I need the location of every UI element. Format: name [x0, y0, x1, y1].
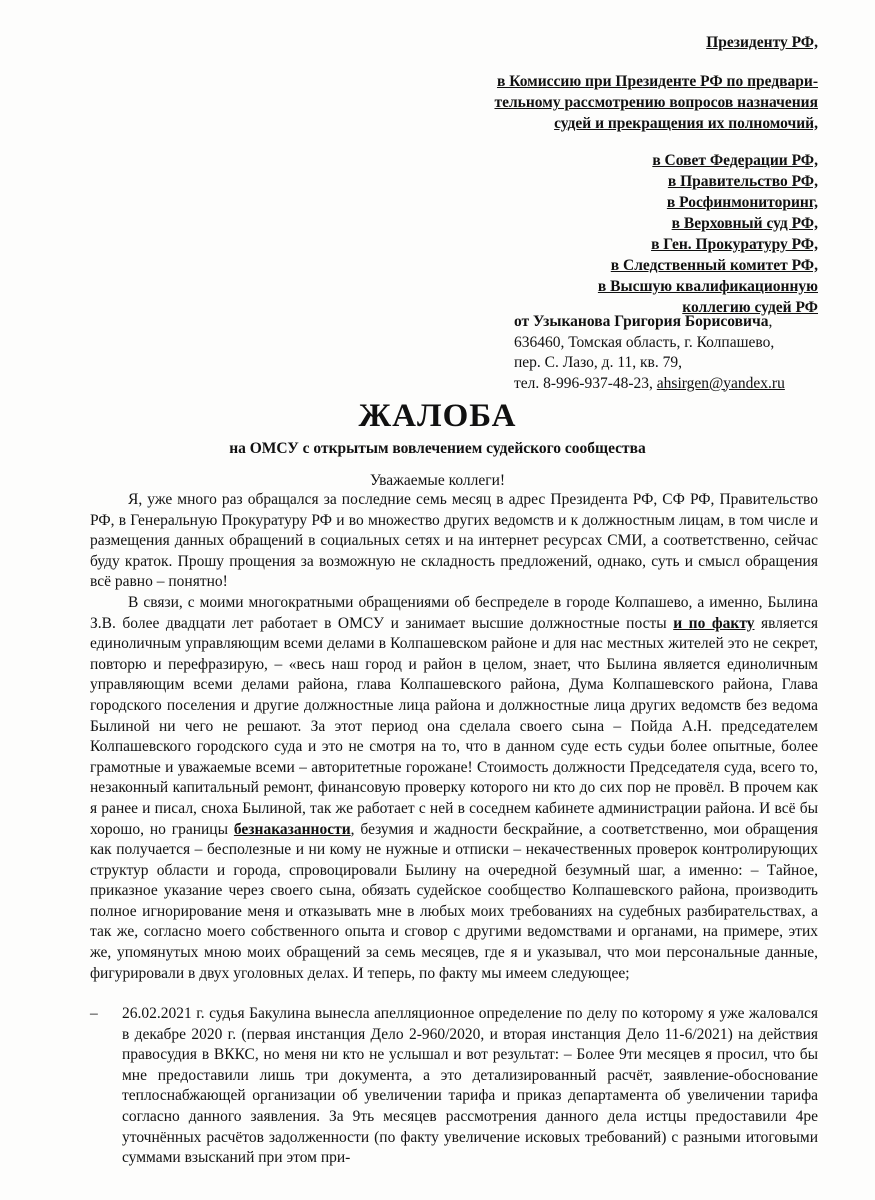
- addressee-item: в Росфинмониторинг,: [666, 194, 818, 211]
- addressee-commission-line: судей и прекращения их полномочий,: [554, 115, 818, 132]
- paragraph-2-part: , безумия и жадности бескрайние, а соответственно, мои обращения как получается – бесполезные и ни кому не нужные и отписки – некачественных проверок контролирующих структур области и города, спровоцировали Былину на очередной безумный шаг, а именно: – Тайное, приказное указание через своего сына, обязать судейское сообщество Колпашевского района, производить полное игнорирование меня и отказывать мне в любых моих требованиях на судебных разбирательствах, а так же, согласно моего собственного опыта и сговор с другими ведомствами и органами, на примере, этих же, упомянутых мною моих обращений за семь месяцев, где я и указывал, что мои персональные данные, фигурировали в двух уголовных делах. И теперь, по факту мы имеем следующее;: [90, 820, 818, 982]
- addressee-item: в Правительство РФ,: [667, 173, 818, 190]
- paragraph-2: [90, 593, 818, 984]
- dash-list: [90, 1004, 818, 1169]
- addressee-item: в Совет Федерации РФ,: [652, 152, 818, 169]
- addressee-item: в Следственный комитет РФ,: [610, 257, 818, 274]
- addressee-commission-line: в Комиссию при Президенте РФ по предвари-: [496, 73, 818, 90]
- addressee-item: коллегию судей РФ: [682, 299, 818, 316]
- addressee-item: в Высшую квалификационную: [597, 278, 818, 295]
- addressee-item: в Ген. Прокуратуру РФ,: [651, 236, 818, 253]
- paragraph-1: Я, уже много раз обращался за последние семь месяц в адрес Президента РФ, СФ РФ, Правительство РФ, в Генеральную Прокуратуру РФ и во множество других ведомств и к должностным лицам, в том числе и размещения данных обращений в социальных сетях и на интернет ресурсах СМИ, а соответственно, сейчас буду краток. Прошу прощения за возможную не складность предложений, однако, суть и смысл обращения всё равно – понятно!: [90, 491, 818, 591]
- paragraph-2-part: является единоличным управляющим всеми делами в Колпашевском районе и для нас местных жителей это не секрет, повторю и перефразирую, – «весь наш город и район в целом, знает, что Былина является единоличным управляющим всеми делами района, глава Колпашевского района, Дума Колпашевского района, Глава городского поселения и другие должностные лица района и должностные лица других ведомств без ведома Былиной ни чего не решают. За этот период она сделала своего сына – Пойда А.Н. председателем Колпашевского городского суда и это не смотря на то, что в данном суде есть судьи более опытные, более грамотные и уважаемые всеми – авторитетные горожане! Стоимость должности Председателя суда, всего то, незаконный капитальный ремонт, финансовую проверку которого ни кто до сих пор не провёл. В прочем как я ранее и писал, сноха Былиной, так же работает с ней в соседнем кабинете администрации района. И всё бы хорошо, но границы: [90, 614, 818, 838]
- sender-name-suffix: ,: [768, 313, 773, 330]
- addressee-item: в Верховный суд РФ,: [671, 215, 818, 232]
- addressee-block: [398, 32, 818, 318]
- paragraph-2-part: В связи, с моими многократными обращениями об беспределе в городе Колпашево, а именно, Былина З.В. более двадцати лет работает в ОМСУ и занимает высшие должностные посты: [90, 593, 818, 632]
- sender-address-line: 636460, Томская область, г. Колпашево,: [514, 333, 775, 351]
- document-body: [90, 490, 818, 984]
- list-item: 26.02.2021 г. судья Бакулина вынесла апелляционное определение по делу по которому я уже жаловался в декабре 2020 г. (первая инстанция Дело 2-960/2020, и вторая инстанция Дело 11-6/2021) на действия правосудия в ВККС, но меня ни кто не услышал и вот результат: – Более 9ти месяцев я просил, что бы мне предоставили лишь три документа, а это детализированный расчёт, заявление-обоснование теплоснабжающей организации об увеличении тарифа и приказ департамента об увеличении тарифа согласно данного заявления. За 9ть месяцев рассмотрения данного дела истцы предоставили 4ре уточнённых расчётов задолженности (по факту увеличение исковых требований) с разными итоговыми суммами взысканий при этом при-: [122, 1005, 818, 1167]
- addressee-president: Президенту РФ,: [706, 34, 818, 51]
- document-subtitle: на ОМСУ с открытым вовлечением судейского сообщества: [229, 440, 646, 457]
- document-title: ЖАЛОБА: [358, 398, 517, 434]
- emphasis-po-faktu: и по факту: [673, 614, 755, 632]
- sender-email-link[interactable]: ahsirgen@yandex.ru: [656, 374, 785, 392]
- emphasis-beznakazannosti: безнаказанности: [233, 820, 351, 838]
- greeting: Уважаемые коллеги!: [369, 472, 506, 489]
- sender-phone: тел. 8-996-937-48-23,: [514, 374, 657, 392]
- sender-name: Узыканова Григория Борисовича: [533, 313, 769, 330]
- addressee-commission-line: тельному рассмотрению вопросов назначения: [494, 94, 818, 111]
- sender-from-prefix: от: [514, 313, 534, 330]
- list-dash: –: [90, 1005, 98, 1022]
- sender-block: [514, 312, 844, 394]
- sender-address-line: пер. С. Лазо, д. 11, кв. 79,: [514, 354, 682, 371]
